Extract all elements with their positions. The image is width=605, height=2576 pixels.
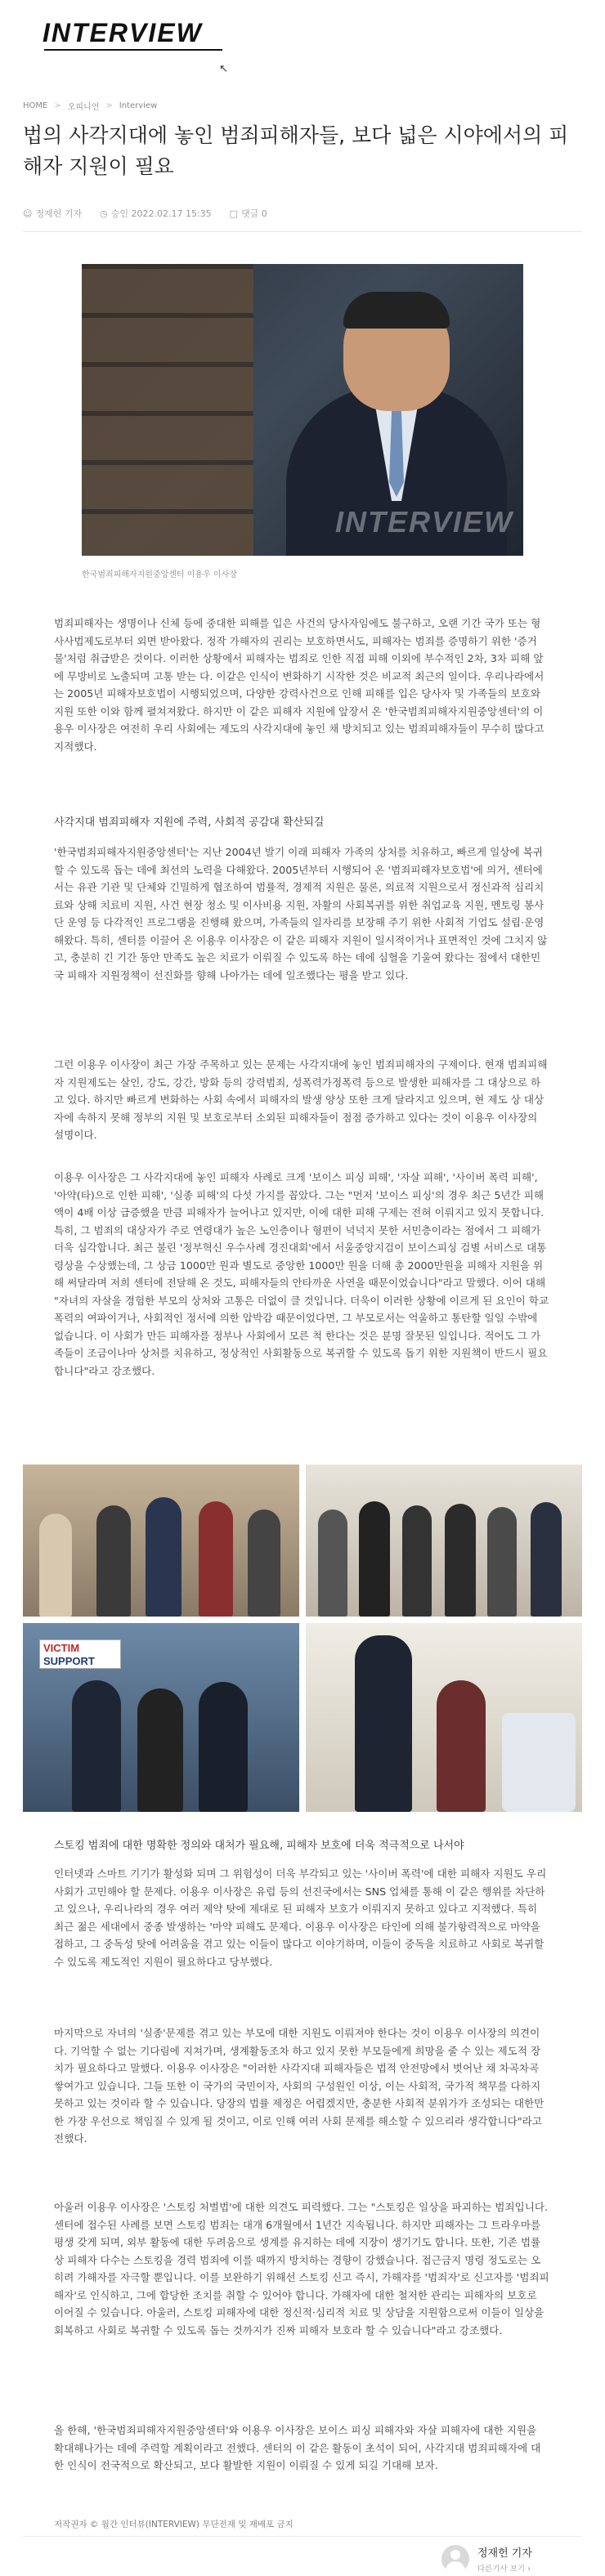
breadcrumb-separator-icon: > [54,101,61,110]
mouse-cursor-icon: ↖ [219,63,228,75]
publish-date: 승인 2022.02.17 15:35 [110,208,212,219]
article-paragraph [54,1056,549,1144]
author-name[interactable]: 정재헌 기자 [477,2547,532,2560]
article-subheading: 스토킹 범죄에 대한 명확한 정의와 대처가 필요해, 피해자 보호에 더욱 적극적으로 나서야 [54,1840,464,1852]
sign-text-line1: VICTIM [43,1642,80,1654]
main-photo [82,264,523,556]
paragraph-text: 그런 이용우 이사장이 최근 가장 주목하고 있는 문제는 사각지대에 놓인 범죄피해자의 구제이다. 현재 범죄피해자 지원제도는 살인, 강도, 강간, 방화 등의 강력범죄, 성폭력가정폭력 등으로 발생한 피해자를 그 대상으로 하고 있다. 하지만 빠르게 변화하는 사회 속에서 피해자의 발생 양상 또한 크게 달라지고 있으며, 현 제도 상 대상자에 속하지 못해 정부의 지원 및 보호로부터 소외된 피해자들이 점점 증가하고 있다는 것이 이용우 이사장의 설명이다. [54,1058,548,1141]
article-meta [23,207,267,220]
article-paragraph [54,615,549,755]
paragraph-text: 범죄피해자는 생명이나 신체 등에 중대한 피해를 입은 사건의 당사자임에도 불구하고, 오랜 기간 국가 또는 형사사법제도로부터 외면 받아왔다. 정작 가해자의 권리는 보호하면서도, 피해자는 범죄를 증명하기 위한 '증거물'처럼 취급받은 것이다. 이러한 상황에서 피해자는 범죄로 인한 직접 피해 이외에 부수적인 2차, 3차 피해 앞에 무방비로 노출되며 고통 받는 다. 이같은 인식이 변화하기 시작한 것은 비교적 최근의 일이다. 우리나라에서는 2005년 피해자보호법이 시행되었으며, 다양한 강력사건으로 인해 피해를 입은 당사자 및 가족들의 보호와 지원 또한 이와 함께 펼쳐져왔다. 하지만 이 같은 피해자 지원에 앞장서 온 '한국범죄피해자지원중앙센터'의 이용우 이사장은 여전히 우리 사회에는 제도의 사각지대에 놓인 채 방치되고 있는 범죄피해자들이 무수히 많다고 지적했다. [54,617,544,753]
article-paragraph [54,2198,549,2339]
paragraph-text: 아울러 이용우 이사장은 '스토킹 처벌법'에 대한 의견도 피력했다. 그는 "스토킹은 일상을 파괴하는 범죄입니다. 센터에 접수된 사례를 보면 스토킹 범죄는 대개 6개월에서 1년간 지속됩니다. 하지만 피해자는 그 트라우마를 평생 갖게 되며, 외부 활동에 대한 두려움으로 생계를 유지하는 데에 지장이 생기기도 합니다. 또한, 기존 법률 상 피해자 다수는 스토킹을 경력 범죄에 이를 때까지 방치하는 경향이 강했습니다. 접근금지 명령 정도로는 오히려 가해자를 자극할 뿐입니다. 이를 보완하기 위해선 스토킹 신고 즉시, 가해자를 '범죄자'로 신고자를 '범죄피해자'로 인식하고, 그에 합당한 조치를 취할 수 있어야 합니다. 가해자에 대한 철저한 관리는 피해자의 보호로 이어질 수 있습니다. 아울러, 스토킹 피해자에 대한 정신적·심리적 치료 및 상담을 지원함으로써 이들이 일상을 회복하고 사회로 복귀할 수 있도록 돕는 것까지가 진짜 피해자 보호라 할 수 있습니다"라고 강조했다. [54,2201,549,2337]
comments-meta[interactable] [230,207,267,220]
photo-collage [23,1465,582,1812]
paragraph-text: 이용우 이사장은 그 사각지대에 놓인 피해자 사례로 크게 '보이스 피싱 피해', '자살 피해', '사이버 폭력 피해', '아약(타)으로 인한 피해', '실종 피해'의 다섯 가지를 꼽았다. 그는 "먼저 '보이스 피싱'의 경우 최근 5년간 피해액이 4배 이상 급증했을 만큼 피해자가 늘어나고 있지만, 이에 대한 피해 구제는 전혀 이뤄지고 있지 못합니다. 특히, 그 범죄의 대상자가 주로 연령대가 높은 노인층이나 형편이 넉넉지 못한 서민층이라는 점에서 그 피해가 더욱 심각합니다. 최근 불린 '정부혁신 우수사례 경진대회'에서 서울중앙지검이 보이스피싱 검별 서비스로 대통령상을 수상했는데, 그 상금 1000만 원과 별도로 중앙한 1000만 원을 더해 총 2000만원을 피해자 지원을 위해 써달라며 저희 센터에 전달해 온 것도, 피해자들의 안타까운 사연을 때문이었습니다"라고 말했다. 이어 대해 "자녀의 자살을 경험한 부모의 상처와 고통은 더없이 클 것입니다. 더욱이 이러한 상황에 이르게 된 요인이 학교 폭력의 여파이거나, 사회적인 정서에 의한 압박감 때문이었다면, 그 부모로서는 억울하고 통탄할 일일 수밖에 없습니다. 이 사회가 만든 피해자를 정부나 사회에서 모른 척 한다는 것은 분명 잘못된 일입니다. 적어도 그 가족들이 조금이나마 상처를 치유하고, 정상적인 사회활동으로 복귀할 수 있도록 돕기 위한 지원책이 반드시 필요합니다"라고 강조했다. [54,1171,549,1377]
comment-count[interactable]: 댓글 0 [241,208,267,219]
article-paragraph [54,2422,549,2475]
article-paragraph [54,843,549,984]
breadcrumb-separator-icon: > [105,101,113,110]
article-paragraph [54,1169,549,1380]
photo-hair [343,292,450,329]
paragraph-text: 마지막으로 자녀의 '실종'문제를 겪고 있는 부모에 대한 지원도 이뤄져야 한다는 것이 이용우 이사장의 의견이다. 기억할 수 없는 기다림에 지쳐가며, 생계활동조차 하고 있지 못한 부모들에게 희망을 줄 수 있는 제도적 장치가 필요하다고 말했다. 이용우 이사장은 "이러한 사각지대 피해자들은 법적 안전망에서 벗어난 채 차곡차곡 쌓여가고 있습니다. 그들 또한 이 국가의 국민이자, 사회의 구성원인 이상, 이는 사회적, 국가적 책무를 다하지 못하고 있는 것이라 할 수 있습니다. 당장의 법률 제정은 어렵겠지만, 충분한 사회적 분위가가 조성되는 대한만한 가장 우선으로 책임질 수 있게 될 것이고, 이로 인해 여러 사회 문제를 해소할 수 있으리라 생각합니다"라고 전했다. [54,2027,544,2144]
divider [23,231,582,232]
user-icon: ☺ [23,208,33,219]
site-logo[interactable]: INTERVIEW [43,18,203,47]
reporter-meta [23,207,82,220]
paragraph-text: '한국범죄피해자지원중앙센터'는 지난 2004년 발기 이래 피해자 가족의 상처를 치유하고, 빠르게 일상에 복귀할 수 있도록 돕는 데에 최선의 노력을 다해왔다. 2005년부터 시행되어 온 '범죄피해자보호법'에 의거, 센터에서는 유관 기관 및 단체와 긴밀하게 협조하여 범률적, 경제적 지원은 물론, 의료적 지원으로서 정신과적 심리치료와 상해 치료비 지원, 사건 현장 청소 및 이사비용 지원, 자활의 사회복귀를 위한 취업교육 지원, 멘토링 봉사단 운영 등 다각적인 프로그램을 진행해 왔으며, 가족들의 일자리를 보장해 주기 위한 사회적 기업도 설립·운영해왔다. 특히, 센터를 이끌어 온 이용우 이사장은 이 같은 피해자 지원이 일시적이거나 표면적인 것에 그치지 않고, 충분히 긴 기간 동안 만족도 높은 치료가 이뤄질 수 있도록 하는 데에 심혈을 기울여 왔다는 점에서 대한민국 피해자 지원정책이 선진화를 향해 나아가는 데에 일조했다는 평을 받고 있다. [54,846,548,982]
sign-text-line2: SUPPORT [43,1655,95,1667]
paragraph-text: 올 한해, '한국범죄피해자지원중앙센터'와 이용우 이사장은 보이스 피싱 피해자와 자살 피해자에 대한 지원을 확대해나가는 데에 주력할 계획이라고 전했다. 센터의 이 같은 활동이 초석이 되어, 사각지대 범죄피해자에 대한 인식이 전국적으로 확산되고, 보다 활발한 지원이 이뤄질 수 있게 되길 기대해 보자. [54,2424,541,2471]
collage-photo-1 [23,1465,299,1617]
more-articles-link[interactable]: 다른기사 보기 › [477,2565,531,2574]
breadcrumb-home[interactable]: HOME [23,101,48,110]
divider [23,2536,582,2537]
copyright-notice: 저작권자 © 월간 인터뷰(INTERVIEW) 무단전재 및 재배포 금지 [54,2520,294,2529]
article-subheading: 사각지대 범죄피해자 지원에 주력, 사회적 공감대 확산되길 [54,816,325,829]
photo-caption: 한국범죄피해자지원중앙센터 이용우 이사장 [82,570,237,579]
avatar [441,2545,469,2573]
date-meta [100,207,212,220]
article-paragraph [54,2024,549,2148]
collage-photo-3 [23,1623,299,1812]
breadcrumb-category[interactable]: Interview [119,101,158,110]
photo-watermark: INTERVIEW [335,505,514,539]
clock-icon: ◷ [100,208,108,219]
logo-underline [44,49,222,51]
breadcrumb-section[interactable]: 오피니언 [67,103,100,112]
breadcrumb [23,100,157,112]
article-paragraph [54,1865,549,1970]
article-title: 법의 사각지대에 놓인 범죄피해자들, 보다 넓은 시야에서의 피해자 지원이 필요 [23,123,569,178]
collage-photo-2 [306,1465,582,1617]
photo-bookshelf [82,264,253,556]
comment-icon: □ [229,208,239,219]
collage-photo-4 [306,1623,582,1812]
author-box[interactable] [441,2544,532,2574]
paragraph-text: 인터넷과 스마트 기기가 활성화 되며 그 위험성이 더욱 부각되고 있는 '사이버 폭력'에 대한 피해자 지원도 우리 사회가 고민해야 할 문제다. 이용우 이사장은 유럽 등의 선진국에서는 SNS 업체를 통해 이 같은 행위를 차단하고 있으나, 우리나라의 경우 여러 제약 탓에 제대로 된 피해자 보호가 이뤄지지 못하고 있다고 지적했다. 특히 최근 젊은 세대에서 중종 발생하는 '마약 피해도 문제다. 이용우 이사장은 타인에 의해 불가항력적으로 마약을 접하고, 그 중독성 탓에 어려움을 겪고 있는 이들이 많다고 이야기하며, 이들이 중독을 치료하고 사회로 복귀할 수 있도록 제도적인 지원이 필요하다고 당부했다. [54,1867,547,1968]
reporter-name: 정재헌 기자 [35,208,83,219]
victim-support-sign [39,1639,121,1669]
